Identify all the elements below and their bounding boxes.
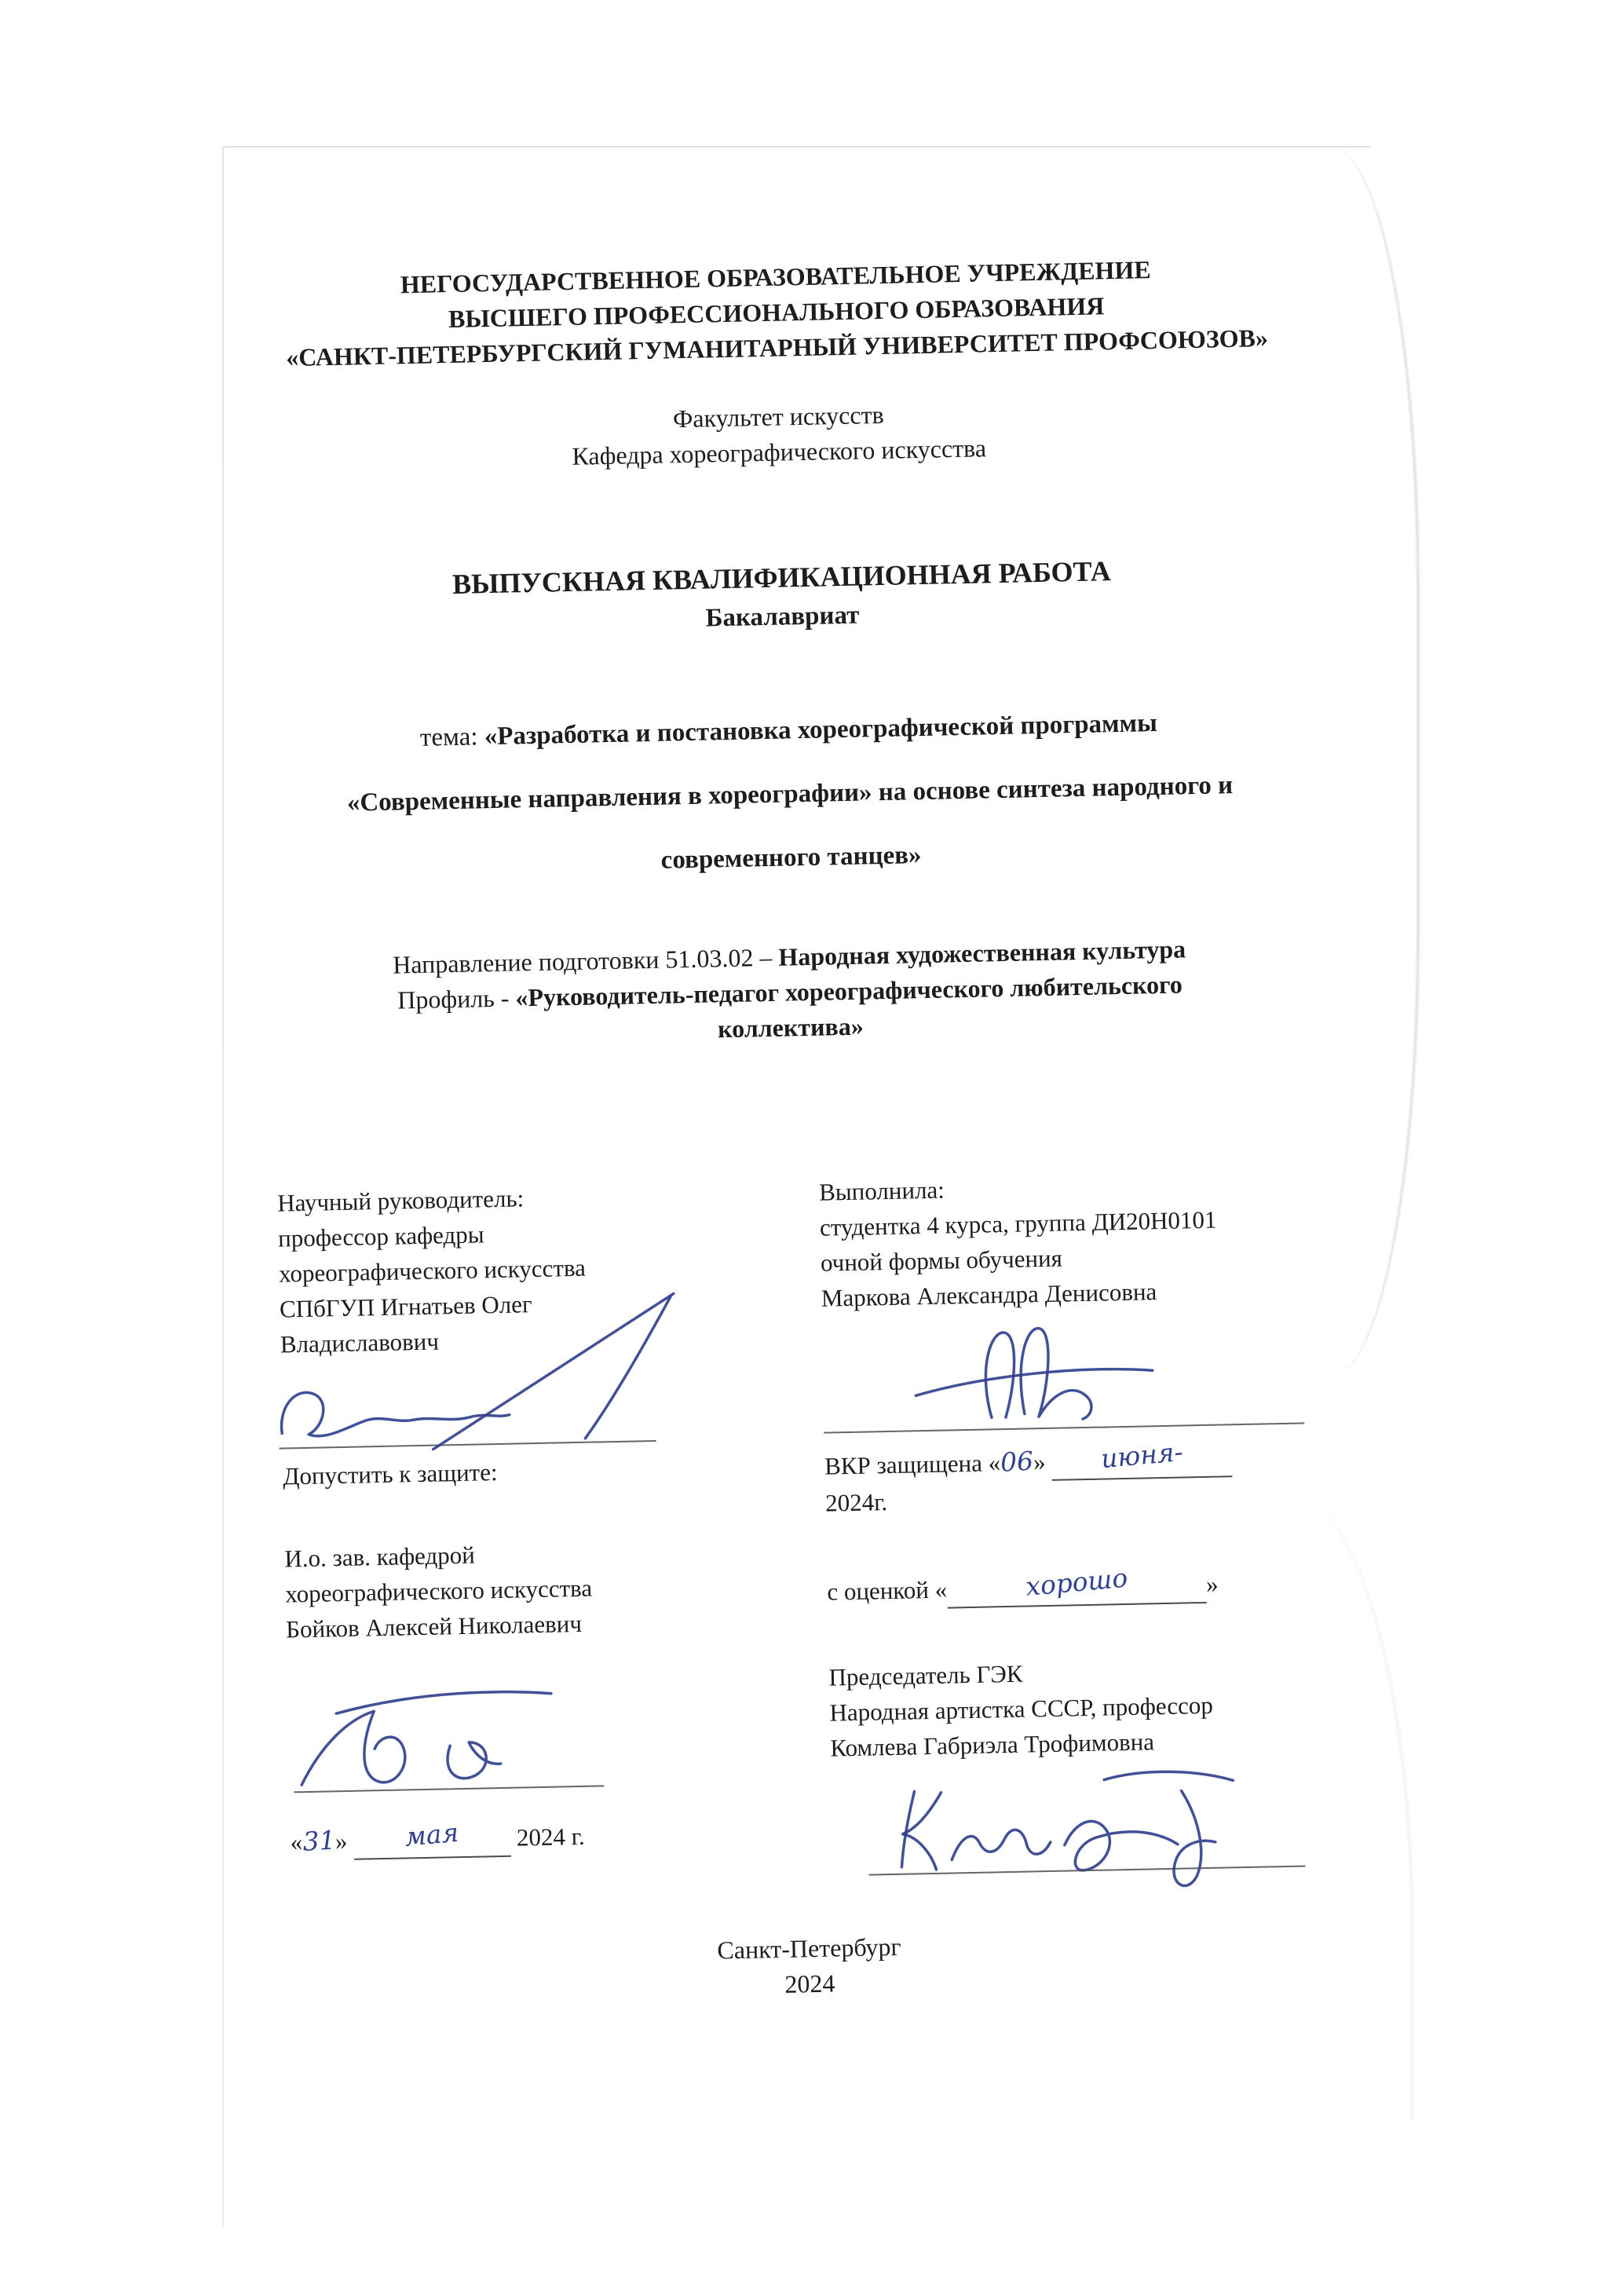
defense-month-line [1051,1435,1233,1481]
chair-title-line: Председатель ГЭК [828,1659,1023,1691]
head-position-line-1: И.о. зав. кафедрой [284,1541,476,1573]
institution-line-3: «САНКТ-ПЕТЕРБУРГСКИЙ ГУМАНИТАРНЫЙ УНИВЕРСИТЕТ ПРОФСОЮЗОВ» [285,324,1269,372]
head-position-line-2: хореографического искусства [284,1574,593,1608]
student-name-line: Маркова Александра Денисовна [821,1278,1157,1312]
profile-value-part-2: коллектива» [717,1011,865,1044]
admission-date-line [290,1815,730,1861]
institution-line-1: НЕГОСУДАРСТВЕННОЕ ОБРАЗОВАТЕЛЬНОЕ УЧРЕЖДЕНИЕ [400,255,1151,299]
topic-line-3: современного танцев» [660,841,922,875]
faculty-line: Факультет искусств [672,400,884,433]
profile-label: Профиль - [397,983,510,1015]
program-label: Направление подготовки 51.03.02 – [392,942,773,979]
date-month-handwritten: мая [404,1816,460,1852]
date-year: 2024 г. [516,1822,585,1852]
student-signature [898,1306,1168,1437]
grade-prefix: с оценкой « [827,1575,948,1606]
grade-value-handwritten: хорошо [1024,1562,1129,1603]
student-study-form-line: очной формы обучения [820,1244,1063,1277]
chair-name-line: Комлева Габриэла Трофимовна [830,1727,1155,1762]
topic-block [219,688,1362,901]
supervisor-position-line-2: хореографического искусства [278,1253,587,1288]
institution-line-2: ВЫСШЕГО ПРОФЕССИОНАЛЬНОГО ОБРАЗОВАНИЯ [448,291,1105,333]
defense-quote-close: » [1033,1448,1046,1476]
grade-quote-close: » [1205,1570,1219,1598]
date-day-handwritten: 31 [302,1824,336,1857]
program-value: Народная художественная культура [778,934,1186,971]
grade-value-line [947,1562,1207,1609]
student-label: Выполнила: [818,1175,945,1206]
supervisor-name-line-1: СПбГУП Игнатьев Олег [279,1290,532,1323]
profile-value-part-1: «Руководитель-педагог хореографического любительского [515,970,1183,1012]
defense-month-handwritten: июня- [1099,1435,1184,1475]
date-month-line [353,1816,511,1860]
footer-year: 2024 [784,1969,835,1998]
work-type-title: ВЫПУСКНАЯ КВАЛИФИКАЦИОННАЯ РАБОТА [451,555,1112,600]
department-line: Кафедра хореографического искусства [572,433,987,470]
institution-header [217,248,1334,376]
head-name-line: Бойков Алексей Николаевич [285,1609,583,1643]
topic-label: тема: [419,722,478,752]
defense-day-handwritten: 06 [1000,1445,1035,1478]
student-group-line: студентка 4 курса, группа ДИ20Н0101 [819,1205,1217,1241]
supervisor-label: Научный руководитель: [276,1184,525,1217]
faculty-block [221,388,1337,481]
topic-line-2: «Современные направления в хореографии» на основе синтеза народного и [346,771,1234,817]
footer-city: Санкт-Петербург [717,1932,901,1965]
supervisor-signature [261,1279,689,1468]
defense-prefix: ВКР защищена « [824,1449,1001,1480]
defense-year-line: 2024г. [824,1488,888,1517]
footer-block [251,1920,1368,2013]
date-quote-open: « [290,1828,303,1856]
admission-label: Допустить к защите: [282,1458,498,1490]
date-quote-close: » [334,1826,348,1855]
defense-block [824,1437,1360,1521]
chair-honor-line: Народная артистка СССР, профессор [829,1691,1214,1727]
work-type-block [224,547,1340,647]
student-block [819,1164,1340,1316]
supervisor-name-line-2: Владиславович [280,1327,440,1358]
supervisor-position-line-1: профессор кафедры [277,1220,484,1252]
program-block [232,928,1348,1056]
topic-title-part-1: «Разработка и постановка хореографической программы [484,708,1158,751]
gek-chair-signature [868,1742,1263,1892]
grade-line [827,1563,1362,1611]
department-head-block [284,1532,726,1647]
degree-level: Бакалавриат [705,601,860,633]
